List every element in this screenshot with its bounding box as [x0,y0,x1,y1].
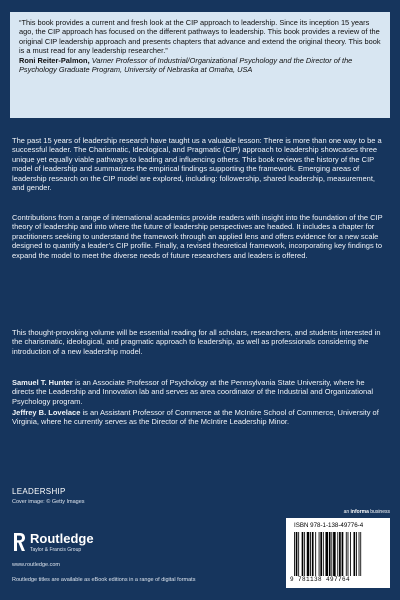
barcode-bar [354,532,356,576]
description-paragraph-1: The past 15 years of leadership research have taught us a valuable lesson: There is more than one way to be a successful leader. The Charismatic, Ideological, and Pragmatic (CIP) approach to leadership showcases three unique yet equally viable pathways to leading and influencing others. This book reviews the history of the CIP model of leadership and summarizes the empirical findings supporting the framework. Emerging areas of leadership research on the CIP model are explored, including: followership, shared leadership, measurement, and gender. [12,136,382,193]
barcode-bar [337,532,338,576]
barcode-bar [323,532,324,576]
barcode-bar [304,532,305,576]
informa-brand: informa [350,509,369,515]
informa-business-label [300,509,390,515]
barcode-bar [310,532,311,576]
publisher-group: Taylor & Francis Group [30,547,82,553]
barcode-bar [333,532,336,576]
barcode-bar [350,532,351,576]
barcode-bar [331,532,332,576]
barcode-bar [360,532,361,576]
cover-image-credit: Cover image: © Getty Images [12,499,85,505]
barcode-bar [319,532,320,576]
author-name-lovelace: Jeffrey B. Lovelace [12,408,81,417]
barcode-bar [320,532,322,576]
endorsement-author: Roni Reiter-Palmon, [19,55,90,65]
barcode-bar [342,532,344,576]
publisher-website: www.routledge.com [12,562,60,568]
author-bio-lovelace [12,408,388,427]
barcode-bar [298,532,299,576]
barcode-bar [329,532,331,576]
author-bio-hunter [12,378,388,406]
endorsement-quote-box [10,12,390,118]
barcode-bar [294,532,295,576]
barcode-bar [307,532,310,576]
description-paragraph-3: This thought-provoking volume will be essential reading for all scholars, researchers, and students interested in the charismatic, ideological, and pragmatic approach to leadership, as well as professionals considering the introduction of a new leadership model. [12,328,381,356]
publisher-name: Routledge [30,531,94,546]
barcode-bar [348,532,349,576]
barcode-bar [356,532,357,576]
author-name-hunter: Samuel T. Hunter [12,378,73,387]
routledge-r-mark-icon [12,532,26,552]
barcode-bar [296,532,298,576]
informa-suffix: business [368,509,390,515]
barcode-graphic [292,532,384,576]
endorsement-quote-text: “This book provides a current and fresh look at the CIP approach to leadership. Since its inception 15 years ago, the CIP approach has focused on the different pathways to leadership. This book provides a review of the original CIP leadership approach and presents chapters that advance and extend the original theory. This book is a must read for any leadership researcher.” [19,18,381,56]
barcode-digits: 9 781138 497764 [290,576,351,583]
barcode-bar [312,532,314,576]
isbn-barcode-box [286,518,390,588]
endorsement-affiliation: Varner Professor of Industrial/Organizational Psychology and the Director of the Psychology Graduate Program, University of Nebraska at Omaha, USA [19,55,353,75]
isbn-label: ISBN 978-1-138-49776-4 [294,522,364,529]
barcode-bar [339,532,341,576]
author-bio-lovelace-text: is an Assistant Professor of Commerce at the McIntire School of Commerce, University of Virginia, where he currently serves as the Director of the McIntire Leadership Minor. [12,408,379,427]
barcode-bar [302,532,304,576]
description-paragraph-2: Contributions from a range of international academics provide readers with insight into the foundation of the CIP theory of leadership and into where the future of leadership perspectives are headed. It includes a chapter for practitioners seeking to understand the framework through an applied lens and offers evidence for a new scale designed to quantify a leader’s CIP profile. Finally, a revised theoretical framework, incorporating key findings to expand the model to meet the diverse needs of future researchers and leaders is offered. [12,213,383,260]
barcode-bar [315,532,316,576]
author-bio-hunter-text: is an Associate Professor of Psychology at the Pennsylvania State University, where he directs the Leadership and Innovation lab and serves as area coordinator of the Industrial and Organizational Psychology program. [12,378,374,406]
barcode-bar [359,532,360,576]
barcode-bar [325,532,328,576]
informa-prefix: an [343,509,351,515]
barcode-bar [346,532,347,576]
subject-category: LEADERSHIP [12,487,66,496]
ebook-availability-note: Routledge titles are available as eBook editions in a range of digital formats [12,577,196,583]
